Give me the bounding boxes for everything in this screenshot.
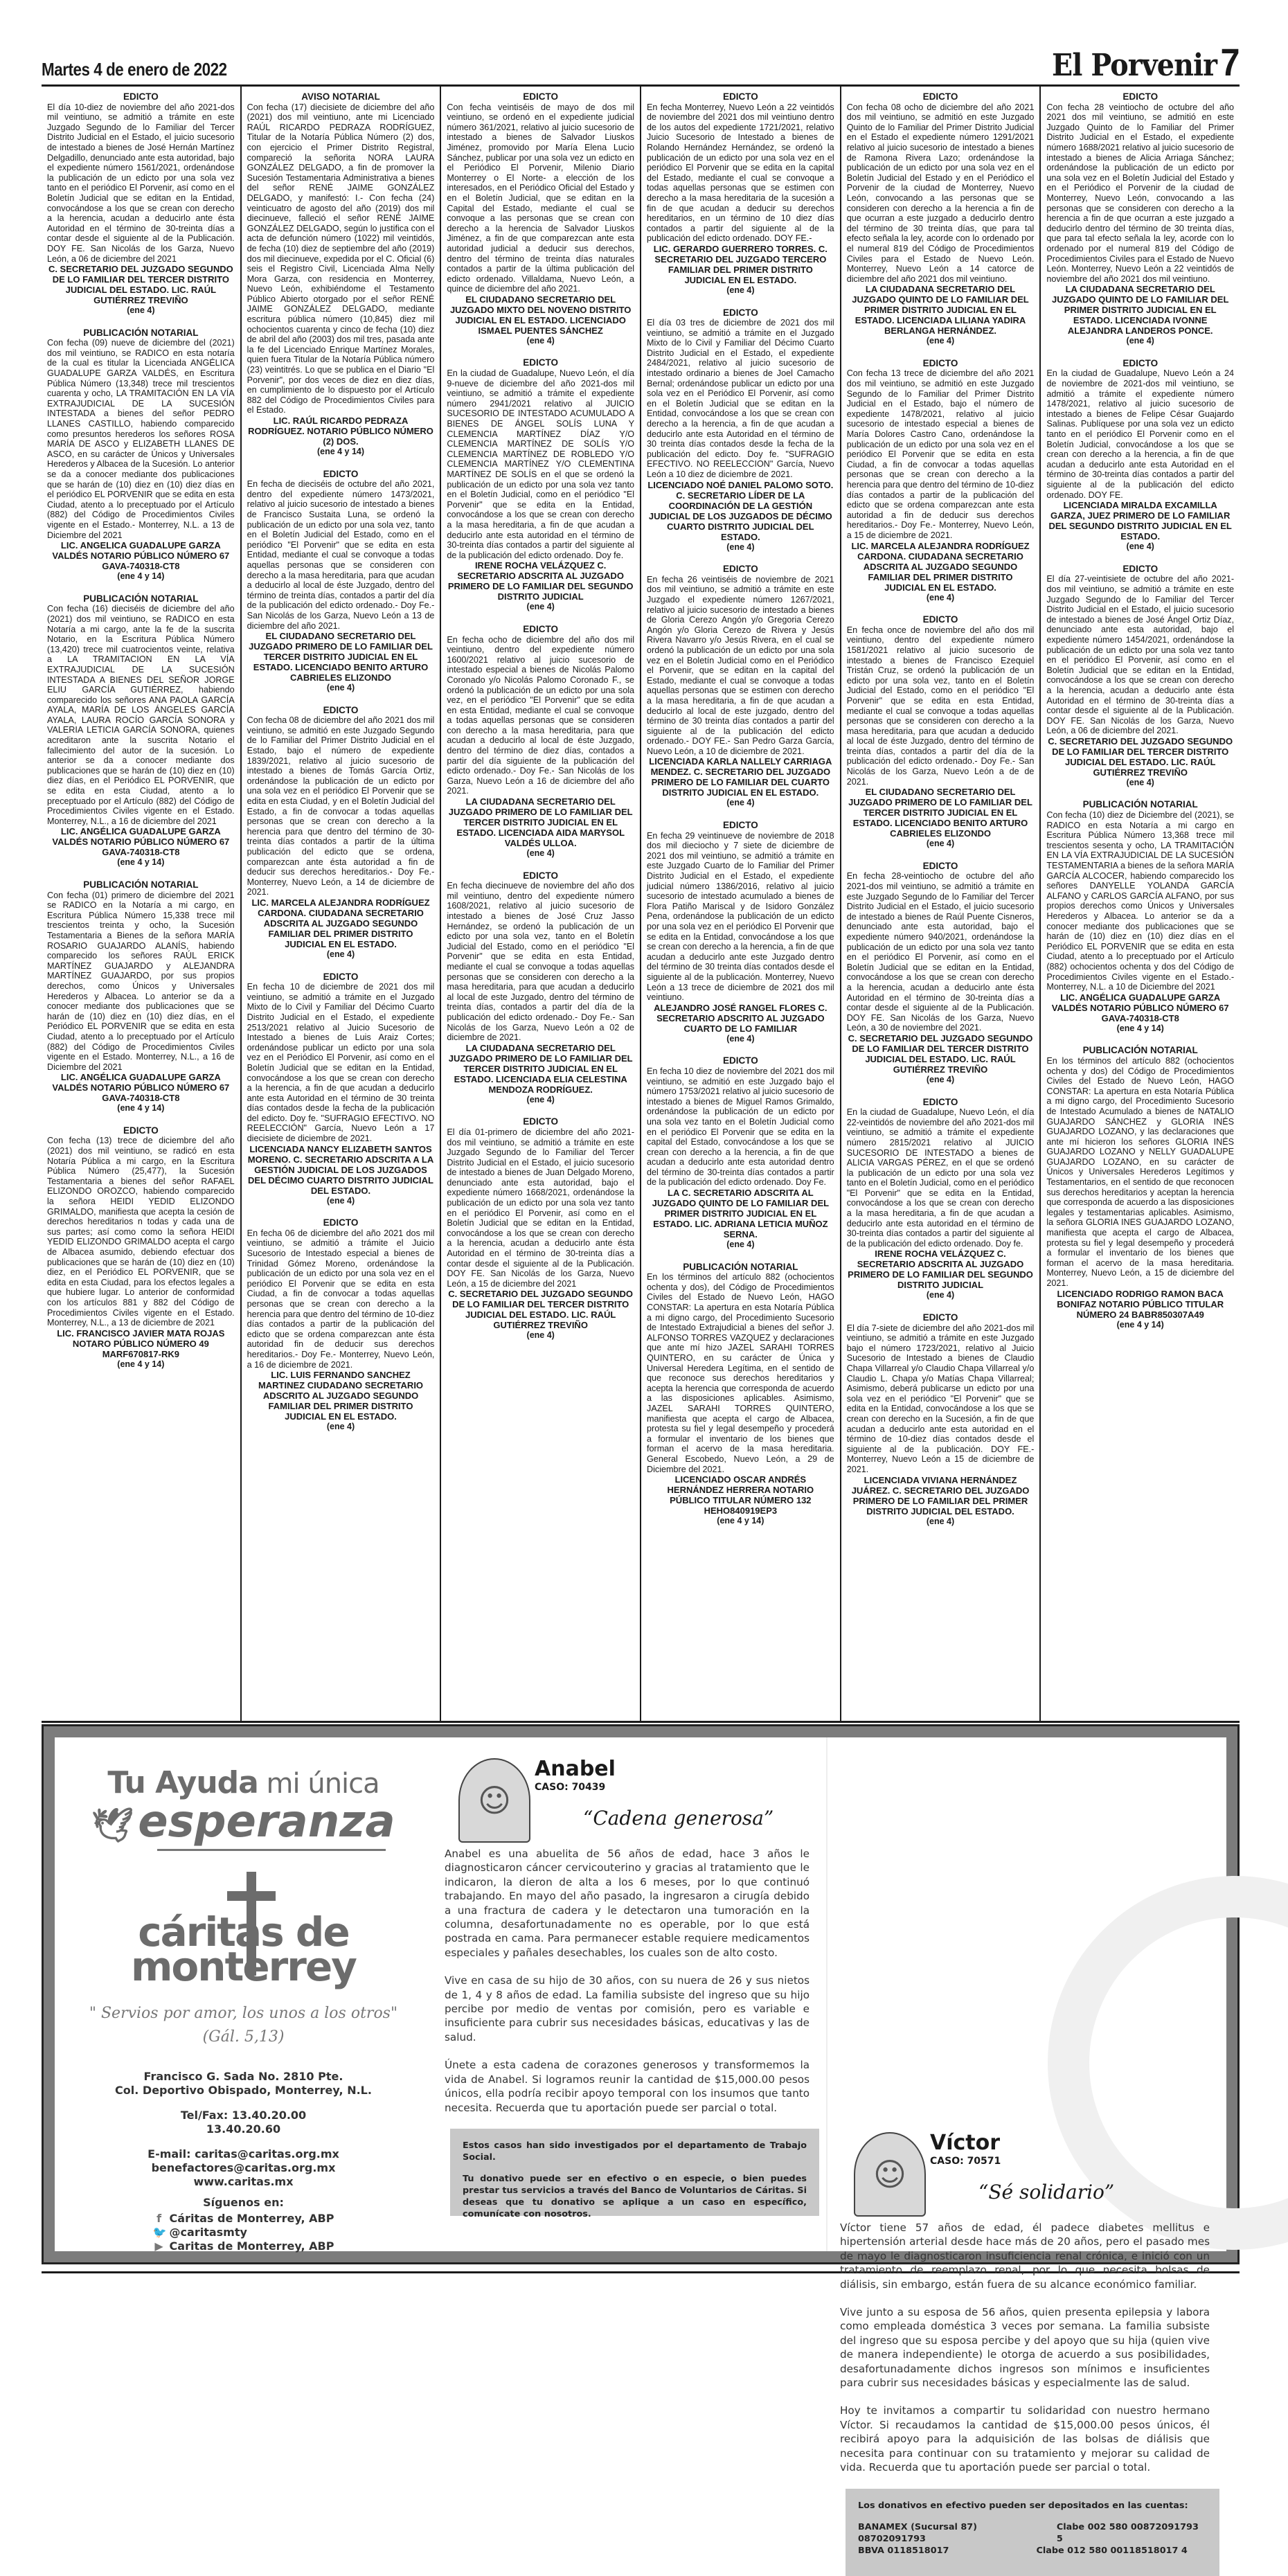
notice-body: En fecha 28-veintiocho de octubre del año 2021-dos mil veintiuno, se admitió a trámite en este Juzgado Segundo de lo Familiar del Tercer Distrito Judicial en el Estado, el juicio sucesorio de intestado a bienes de Raúl Puente Cisneros, denunciado ante esta autoridad, bajo el expediente número 940/2021, ordenándose la publicación de un edicto por una sola vez tanto en el periódico El Porvenir, así como en el Boletín Judicial que se editan en la Entidad, convocándose a los que se crean con derecho a la herencia, acudan a deducirlo ante ésta Autoridad en el término de 30-treinta días a contar desde el siguiente al de la Publicación. DOY FE. San Nicolás de los Garza, Nuevo León, a 30 de noviembre del 2021. bbox=[846, 871, 1035, 1033]
notice-signature: EL CIUDADANO SECRETARIO DEL JUZGADO PRIMERO DE LO FAMILIAR DEL TERCER DISTRITO JUDICIAL EN EL ESTADO. LICENCIADO BENITO ARTURO CABRIELES ELIZONDO bbox=[848, 787, 1032, 839]
website-link[interactable]: www.caritas.mx bbox=[193, 2175, 294, 2188]
address-line1: Francisco G. Sada No. 2810 Pte. bbox=[143, 2070, 343, 2083]
email-benefactors[interactable]: benefactores@caritas.org.mx bbox=[151, 2161, 336, 2174]
legal-notice bbox=[847, 861, 1035, 1085]
caritas-logo-line2: monterrey bbox=[131, 1943, 356, 1990]
notice-body: En la ciudad de Guadalupe, Nuevo León a 24 de noviembre de 2021-dos mil veintiuno, se admitió a trámite el expediente número 1478/2021, relativo al juicio sucesorio de intestado a bienes de Felipe César Guajardo Salinas. Publíquese por una sola vez un edicto tanto en el periódico El Porvenir como en el Boletín Judicial, convocándose a los que se crean con derecho a la herencia, a fin de que acudan a deducirlo ante esta Autoridad en el término de 30-treinta días contados a partir del siguiente al de la publicación del edicto ordenado. DOY FE. bbox=[1046, 368, 1235, 500]
publication-dates: (ene 4) bbox=[926, 592, 955, 602]
caritas-logo bbox=[55, 1872, 432, 1990]
notice-body: En fecha de dieciséis de octubre del año 2021, dentro del expediente número 1473/2021, relativo al juicio sucesorio de intestado a bienes de Francisco Sustaita Luna, se ordenó la publicación de un edicto por una sola vez, tanto en el Boletín Judicial del Estado, como en el periódico "El Porvenir" que se edita en esta Entidad, mediante el cual se convoque a todas aquellas personas que se consideren con derecho a la masa hereditaria, para que acudan a deducirlo al local de éste Juzgado, dentro del término de treinta días, contados a partir del día de la publicación del edicto ordenado.- Doy Fe.- San Nicolás de los Garza, Nuevo León a 13 de diciembre del año 2021. bbox=[247, 479, 435, 631]
bank-clabe: Clabe 012 580 00118518017 4 bbox=[1036, 2545, 1188, 2556]
publication-dates: (ene 4) bbox=[326, 949, 355, 959]
notice-body: El día 10-diez de noviembre del año 2021-dos mil veintiuno, se admitió a trámite en este Juzgado Segundo de lo Familiar del Tercer Distrito Judicial en el Estado, el juicio sucesorio de intestado a bienes de José Hernán Martínez Delgadillo, denunciado ante esta autoridad, bajo el expediente número 1561/2021, ordenándose la publicación de un edicto por una sola vez tanto en el periódico El Porvenir, así como en el Boletín Judicial que se editan en la Entidad, convocándose a los que se crean con derecho a la herencia, acudan a deducirlo ante ésta Autoridad en el término de 30-treinta días a contar desde el siguiente al de la Publicación. DOY FE. San Nicolás de los Garza, Nuevo León, a 06 de diciembre del 2021 bbox=[47, 102, 235, 264]
phone-line1: Tel/Fax: 13.40.20.00 bbox=[180, 2109, 307, 2122]
notice-signature: ALEJANDRO JOSÉ RANGEL FLORES C. SECRETARIO ADSCRITO AL JUZGADO CUARTO DE LO FAMILIAR bbox=[654, 1002, 828, 1034]
publication-dates: (ene 4 y 14) bbox=[316, 447, 365, 456]
publication-dates: (ene 4) bbox=[926, 1290, 955, 1300]
page-number: 7 bbox=[1220, 40, 1240, 84]
notice-signature: C. SECRETARIO DEL JUZGADO SEGUNDO DE LO FAMILIAR DEL TERCER DISTRITO JUDICIAL DEL ESTADO. LIC. RAÚL GUTIÉRREZ TREVIÑO bbox=[48, 264, 233, 306]
legal-notice bbox=[847, 1098, 1035, 1301]
notice-body: En fecha 10 diez de noviembre del 2021 dos mil veintiuno, se admitió en este Juzgado bajo el número 1753/2021 relativo al juicio sucesorio de intestado a bienes de Miguel Ramos Grimaldo, ordenándose la publicación de un edicto por una sola vez tanto en el Boletín Judicial como en el periódico El Porvenir que se edita en la capital del Estado, convocándose a los que se crean con derecho a la herencia, a fin de que acudan a deducirlo ante esta autoridad dentro del término de 30-treinta días contados a partir de la publicación del edicto ordenado. Doy Fe. bbox=[647, 1066, 834, 1188]
legal-notice bbox=[847, 359, 1035, 602]
notice-column-2 bbox=[242, 87, 442, 1721]
notice-heading: PUBLICACIÓN NOTARIAL bbox=[683, 1261, 798, 1272]
notice-heading: EDICTO bbox=[323, 1217, 359, 1228]
notice-body: Con fecha 08 de diciembre del año 2021 dos mil veintiuno, se admitió en este Juzgado Segundo de lo Familiar del Primer Distrito Judicial en el Estado, bajo el número de expediente 1839/2021, relativo al juicio sucesorio de intestado a bienes de Tomás García Ortiz, ordenándose la publicación de un edicto por una sola vez en el periódico El Porvenir que se edita en esta Ciudad, y en el Boletín Judicial del Estado, a fin de convocar a todas aquellas personas que se crean con derecho a la herencia para que dentro del término de 30-treinta días contados a partir de la última publicación del edicto que se ordena, comparezcan ante ésta autoridad a fin de deducir sus derechos hereditarios.- Doy Fe.- Monterrey, Nuevo León, a 14 de diciembre de 2021. bbox=[247, 715, 435, 897]
notice-heading: EDICTO bbox=[1122, 91, 1159, 102]
follow-label: Síguenos en: bbox=[203, 2196, 284, 2209]
youtube-label: Caritas de Monterrey, ABP bbox=[169, 2239, 334, 2253]
notice-body: En fecha 10 de diciembre de 2021 dos mil veintiuno, se admitió a trámite en el Juzgado Mixto de lo Civil y Familiar del Décimo Cuarto Distrito Judicial en el Estado, el expediente 2513/2021 relativo al Juicio Sucesorio de Intestado a bienes de Luis Araiz Cortes; ordenándose publicar un edicto por una sola vez en el Periódico El Porvenir, así como en el Boletín Judicial que se editan en la Entidad, convocándose a los que se crean con derecho a la herencia, a fin de que acudan a deducirlo ante esta Autoridad en el término de 30 treinta días contados desde la fecha de la publicación del edicto. Doy fe. "SUFRAGIO EFECTIVO. NO REELECCIÓN" García, Nuevo León a 17 diecisiete de diciembre de 2021. bbox=[247, 982, 435, 1144]
case-victor bbox=[828, 1737, 1226, 2556]
caritas-brand-panel bbox=[55, 1737, 432, 2251]
legal-notice bbox=[1046, 800, 1234, 1033]
legal-notice bbox=[847, 92, 1035, 346]
notice-signature: IRENE ROCHA VELÁZQUEZ C. SECRETARIO ADSCRITA AL JUZGADO PRIMERO DE LO FAMILIAR DEL SEGUNDO DISTRITO JUDICIAL bbox=[447, 560, 634, 602]
notice-column-3 bbox=[441, 87, 641, 1721]
notice-heading: AVISO NOTARIAL bbox=[301, 91, 380, 102]
motto-verse: (Gál. 5,13) bbox=[202, 2028, 285, 2046]
notice-signature: LICENCIADO NOÉ DANIEL PALOMO SOTO. C. SECRETARIO LÍDER DE LA COORDINACIÓN DE LA GESTIÓN JUDICIAL DE LOS JUZGADOS DE DÉCIMO CUARTO DISTRITO JUDICIAL DEL ESTADO. bbox=[647, 479, 834, 542]
notice-body: Con fecha (13) trece de diciembre del año (2021) dos mil veintiuno, se radicó en esta Notaría Pública a mi cargo, en la Escritura Pública Número (25,477), la Sucesión Testamentaria a bienes del señor RAFAEL ELIZONDO OROZCO, habiendo comparecido la señora HEIDI YEDID ELIZONDO GRIMALDO, manifiesta que acepta la cesión de derechos hereditarios n todas y cada una de sus partes; así como como la señora HEIDI YEDID ELIZONDO GRIMALDO acepta el cargo de Albacea asumido, debiendo efectuar dos publicaciones que se harán de (10) diez en (10) diez, en el Periódico EL PORVENIR, que se edita en esta Ciudad, para los efectos legales a que hubiere lugar. Lo anterior de conformidad con los artículos 881 y 882 del Código de Procedimientos Civiles vigente en el Estado. Monterrey, N.L., a 13 de diciembre de 2021 bbox=[47, 1136, 235, 1328]
cross-icon-bar bbox=[227, 1891, 276, 1901]
notice-signature: IRENE ROCHA VELÁZQUEZ C. SECRETARIO ADSCRITA AL JUZGADO PRIMERO DE LO FAMILIAR DEL SEGUNDO DISTRITO JUDICIAL bbox=[848, 1249, 1033, 1291]
facebook-label: Cáritas de Monterrey, ABP bbox=[169, 2212, 334, 2225]
avatar-consultation-icon: ☺ bbox=[854, 2132, 926, 2217]
notice-body: En fecha ocho de diciembre del año dos mil veintiuno, dentro del expediente número 1600/2021 relativo al juicio sucesorio de intestado especial a bienes de Nicolás Palomo Coronado y/o Nicolás Palomo Coronado F., se ordenó la publicación de un edicto por una sola vez, en el periódico "El Porvenir" que se edita en esta Entidad, mediante el cual se convoque a todas aquellas personas que se consideren con derecho a la masa hereditaria, para que acudan a deducirlo al local de éste Juzgado, dentro del término de diez días, contados a partir del día siguiente de la publicación del edicto ordenado.- Doy Fe.- San Nicolás de los Garza, Nuevo León a 16 de diciembre del año 2021. bbox=[447, 634, 635, 796]
notice-signature: LICENCIADA NANCY ELIZABETH SANTOS MORENO. C. SECRETARIO ADSCRITA A LA GESTIÓN JUDICIAL DE LOS JUZGADOS DEL DÉCIMO CUARTO DISTRITO JUDICIAL DEL ESTADO. bbox=[247, 1143, 434, 1196]
notice-heading: EDICTO bbox=[323, 468, 359, 479]
notice-heading: PUBLICACIÓN NOTARIAL bbox=[1082, 1045, 1198, 1056]
notice-signature: LIC. ANGÉLICA GUADALUPE GARZA VALDÉS NOTARIO PÚBLICO NÚMERO 67 GAVA-740318-CT8 bbox=[52, 1072, 230, 1104]
info-donation-types: Tu donativo puede ser en efectivo o en especie, o bien puedes prestar tus servicios a través del Banco de Voluntarios de Cáritas. Si deseas que tu donativo se aplique a un caso en específico, comunícate con nosotros. bbox=[463, 2173, 807, 2219]
notice-signature: LIC. MARCELA ALEJANDRA RODRÍGUEZ CARDONA. CIUDADANA SECRETARIO ADSCRITA AL JUZGADO SEGUNDO FAMILIAR DEL PRIMER DISTRITO JUDICIAL EN EL ESTADO. bbox=[851, 540, 1030, 593]
notice-signature: LIC. ANGÉLICA GUADALUPE GARZA VALDÉS NOTARIO PÚBLICO NÚMERO 67 GAVA-740318-CT8 bbox=[1051, 992, 1229, 1023]
case-quote: “Cadena generosa” bbox=[583, 1807, 774, 1830]
publication-dates: (ene 4) bbox=[526, 335, 555, 346]
legal-notice bbox=[1046, 564, 1234, 788]
legal-notice bbox=[647, 1262, 834, 1526]
twitter-label: @caritasmty bbox=[169, 2226, 247, 2239]
publication-dates: (ene 4) bbox=[526, 1094, 555, 1104]
legal-notice bbox=[47, 594, 235, 868]
legal-notice bbox=[847, 1313, 1035, 1526]
twitter-icon: 🐦 bbox=[152, 2226, 167, 2239]
donation-info-box bbox=[450, 2129, 819, 2219]
notice-body: En fecha 29 veintinueve de noviembre de 2018 dos mil dieciocho y 7 siete de diciembre de 2021 dos mil veintiuno, se admitió a trámite en este Juzgado Cuarto de lo Familiar del Primer Distrito Judicial en el Estado, el expediente judicial número 1386/2016, relativo al juicio sucesorio de intestado acumulado a bienes de Flora Patiño Mariscal y de Isidoro González Pena, ordenándose la publicación de un edicto por una sola vez en el periódico El Porvenir que se edita en la Entidad, convocándose a los que se crean con derecho a la herencia, a fin de que acudan a deducirlo ante este Juzgado dentro del término de 30 treinta días contados desde el siguiente al de la publicación. Monterrey, Nuevo León a 13 trece de diciembre de 2021 dos mil veintiuno. bbox=[647, 830, 834, 1003]
publication-dates: (ene 4) bbox=[726, 285, 755, 295]
newspaper-logo bbox=[1052, 39, 1240, 84]
notice-heading: EDICTO bbox=[722, 307, 758, 318]
case-number: CASO: 70439 bbox=[535, 1782, 606, 1793]
notice-heading: EDICTO bbox=[922, 1312, 958, 1323]
legal-notice bbox=[447, 871, 634, 1105]
notice-heading: EDICTO bbox=[323, 971, 359, 982]
bank-accounts-title: Los donativos en efectivo pueden ser depositados en las cuentas: bbox=[858, 2500, 1188, 2511]
notice-heading: EDICTO bbox=[922, 860, 958, 871]
notice-body: Con fecha (17) diecisiete de diciembre del año (2021) dos mil veintiuno, ante mi Licenciado RAÚL RICARDO PEDRAZA RODRÍGUEZ, Titular de la Notaría Pública Número (2) dos, con ejercicio el Primer Distrito Registral, compareció la señorita NORA LAURA GONZÁLEZ DELGADO, a fin de promover la Sucesión Testamentaria Administrativa a bienes del señor RENÉ JAIME GONZÁLEZ DELGADO, y manifestó: I.- Con fecha (24) veinticuatro de agosto del año (2019) dos mil diecinueve, falleció el señor RENÉ JAIME GONZÁLEZ DELGADO, según lo justifica con el acta de defunción número (1022) mil veintidós, de fecha (10) diez de septiembre del año (2019) dos mil diecinueve, expedida por el C. Oficial (6) seis el Registro Civil, Licenciada Alma Nelly Mora Garza, con residencia en Monterrey, Nuevo León, exhibiéndome el Testamento Público Abierto otorgado por el señor RENÉ JAIME GONZÁLEZ DELGADO, mediante escritura pública número (10,845) diez mil ochocientos cuarenta y cinco de fecha (10) diez de abril del año (2003) dos mil tres, pasada ante la fe del Licenciado Enrique Martínez Morales, quien fuera Titular de la Notaría Pública número (23) veintitrés. Lo que se publica en el Diario "El Porvenir", por dos veces de diez en diez días, en cumplimiento de lo dispuesto por el Artículo 882 del Código de Procedimientos Civiles para el Estado. bbox=[247, 102, 435, 415]
notice-heading: EDICTO bbox=[722, 1055, 758, 1066]
legal-notice bbox=[247, 706, 435, 960]
tagline-esperanza bbox=[55, 1796, 432, 1848]
tagline-underline bbox=[157, 1849, 386, 1851]
dove-icon: 🕊 bbox=[91, 1806, 134, 1845]
notice-signature: LICENCIADA KARLA NALLELY CARRIAGA MENDEZ. C. SECRETARIO DEL JUZGADO PRIMERO DE LO FAMILIAR DEL CUARTO DISTRITO JUDICIAL EN EL ESTADO. bbox=[649, 756, 832, 798]
notice-body: En los términos del artículo 882 (ochocientos ochenta y dos) del Código de Procedimientos Civiles del Estado de Nuevo León, HAGO CONSTAR: La apertura en esta Notaría Pública a mi digno cargo, del Procedimiento Sucesorio de Intestado Acumulado a bienes de NATALIO GUAJARDO SÁNCHEZ y GLORIA INÉS GUAJARDO LOZANO, y las declaraciones que ante mí hicieron los señores GLORIA INÉS GUAJARDO LOZANO y NELLY GUADALUPE GUAJARDO LOZANO, en su carácter de Únicos y Universales Herederos Legítimos y Testamentarios, en el sentido de que reconocen sus derechos hereditarios y aceptan la herencia que corresponda de acuerdo a las disposiciones legales y testamentarias aplicables. Asimismo, la señora GLORIA INES GUAJARDO LOZANO, manifiesta que acepta el cargo de Albacea, protesta su fiel y legal desempeño y procederá a formular el inventario de los bienes que forman el acervo de la masa hereditaria. Monterrey, Nuevo León, a 15 de diciembre del 2021. bbox=[1046, 1055, 1235, 1288]
legal-notices-columns bbox=[42, 87, 1240, 1723]
legal-notice bbox=[647, 308, 834, 553]
notice-heading: PUBLICACIÓN NOTARIAL bbox=[83, 593, 199, 604]
publication-dates: (ene 4) bbox=[526, 1330, 555, 1341]
case-paragraph: Vive en casa de su hijo de 30 años, con su nuera de 26 y sus nietos de 1, 4 y 8 años de edad. La familia subsiste del ingreso que su hijo percibe por medio de ventas por comisión, pero es variable e insuficiente para cubrir sus necesidades básicas, educativas y las de salud. bbox=[445, 1974, 810, 2043]
legal-notice bbox=[447, 92, 634, 346]
publication-dates: (ene 4) bbox=[926, 336, 955, 346]
bank-row-banamex bbox=[858, 2521, 1207, 2545]
address-line2: Col. Deportivo Obispado, Monterrey, N.L. bbox=[115, 2084, 372, 2097]
notice-body: En fecha Monterrey, Nuevo León a 22 veintidós de noviembre del 2021 dos mil veintiuno dentro de los autos del expediente 1721/2021, relativo Juicio Sucesorio de Intestado a bienes de Rolando Hernández Hernández, se ordenó la publicación de un edicto por una sola vez en el periódico El Porvenir que se edita en la capital del Estado, mediante el cual se convoque a todas aquellas personas que se estimen con derecho a la masa hereditaria de la sucesión a fin de que acudan a deducir su derechos hereditarios, en un término de 10 diez días contados a partir del siguiente al de la publicación del edicto ordenado. DOY FE.- bbox=[647, 102, 834, 244]
notice-heading: EDICTO bbox=[922, 357, 958, 368]
notice-heading: EDICTO bbox=[123, 91, 159, 102]
notice-body: Con fecha (09) nueve de diciembre del (2021) dos mil veintiuno, se RADICO en esta notaría de la cual es titular la Licenciada ANGÉLICA GUADALUPE GARZA VALDÉS, en Escritura Pública Número (13,348) trece mil trescientos cuarenta y ocho, LA TRAMITACIÓN EN LA VÍA EXTRAJUDICIAL DE LA SUCESIÓN INTESTADA a bienes del señor PEDRO LLANES CASTILLO, habiendo comparecido como presuntos herederos los señores ROSA MARÍA DE ASCO y ELIZABETH LLANES DE ASCO, en su carácter de Únicos y Universales Herederos y Albacea de la Sucesión. Lo anterior se da a conocer mediante dos publicaciones que se harán de (10) diez en (10) diez días en el periódico EL PORVENIR que se edita en esta Ciudad, atento a lo preceptuado por el Artículo (882) del Código de Procedimientos Civiles vigente en el Estado.- Monterrey, N.L. a 13 de Diciembre del 2021 bbox=[47, 338, 235, 540]
publication-dates: (ene 4) bbox=[926, 839, 955, 849]
legal-notice bbox=[647, 1056, 834, 1249]
notice-signature: LA C. SECRETARIO ADSCRITA AL JUZGADO QUINTO DE LO FAMILIAR DEL PRIMER DISTRITO JUDICIAL EN EL ESTADO. LIC. ADRIANA LETICIA MUÑOZ SERNA. bbox=[652, 1188, 830, 1240]
notice-heading: EDICTO bbox=[1122, 357, 1159, 368]
bank-account: BANAMEX (Sucursal 87) 08702091793 bbox=[858, 2521, 978, 2544]
legal-notice bbox=[247, 1218, 435, 1432]
tagline-part3: esperanza bbox=[138, 1796, 395, 1848]
youtube-icon: ▶ bbox=[154, 2239, 163, 2253]
notice-body: El día 7-siete de diciembre del año 2021-dos mil veintiuno, se admitió a trámite en este Juzgado bajo el número 1723/2021, relativo al Juicio Sucesorio de Intestado a bienes de Claudio Chapa Villarreal y/o Claudio Chapa Villarreal y/o Claudio L. Chapa y/o Matías Chapa Villarreal; Asimismo, deberá publicarse un edicto por una sola vez en el periódico "El Porvenir" que se edita en la Entidad, convocándose a los que se crean con derecho en la Sucesión, a fin de que acudan a deducirlo ante esta autoridad en el término de 10-diez días contados desde el siguiente al de la publicación. DOY FE.- Monterrey, Nuevo León a 15 de diciembre de 2021. bbox=[846, 1323, 1035, 1474]
bank-account: BBVA 0118518017 bbox=[858, 2545, 949, 2556]
notice-signature: LA CIUDADANA SECRETARIO DEL JUZGADO QUINTO DE LO FAMILIAR DEL PRIMER DISTRITO JUDICIAL EN EL ESTADO. LICENCIADA LILIANA YADIRA BERLANGA HERNÁNDEZ. bbox=[852, 284, 1029, 337]
notice-body: En los términos del artículo 882 (ochocientos ochenta y dos), del Código de Procedimientos Civiles del Estado de Nuevo León, HAGO CONSTAR: La apertura en esta Notaría Pública a mi digno cargo, del Procedimiento Sucesorio de Intestado Extrajudicial a bienes del señor J. ALFONSO TORRES VAZQUEZ y declaraciones que ante mí hizo JAZEL SARAHI TORRES QUINTERO, en su carácter de Única y Universal Heredera Legítima, en el sentido de que reconoce sus derechos hereditarios y acepta la herencia que corresponda de acuerdo a las disposiciones aplicables. Asimismo, JAZEL SARAHI TORRES QUINTERO, manifiesta que acepta el cargo de Albacea, protesta su fiel y legal desempeño y procederá a formular el inventario de los bienes que forman el acervo de la masa hereditaria. General Escobedo, Nuevo León, a 29 de Diciembre del 2021. bbox=[647, 1272, 834, 1474]
notice-heading: EDICTO bbox=[922, 614, 958, 625]
issue-date: Martes 4 de enero de 2022 bbox=[42, 59, 227, 80]
notice-heading: EDICTO bbox=[1122, 563, 1159, 574]
legal-notice bbox=[447, 625, 634, 859]
publication-dates: (ene 4) bbox=[926, 1074, 955, 1084]
notice-heading: EDICTO bbox=[523, 1116, 559, 1127]
notice-body: Con fecha 08 ocho de diciembre del año 2021 dos mil veintiuno, se admitió en este Juzgado Quinto de lo Familiar del Primer Distrito Judicial en el Estado el expediente número 1291/2021 relativo al juicio sucesorio de intestado a bienes de Ramona Rivera Lazo; ordenándose la publicación de un edicto por una sola vez en el Boletín Judicial del Estado y en el Periódico el Porvenir de la ciudad de Monterrey, Nuevo León, convocando a las personas que se consideren con derecho a la herencia a fin de que ocurran a este juzgado a deducirlo dentro del término de 30 treinta días, que para tal efecto señala la ley, acorde con lo ordenado por el numeral 819 del Código de Procedimientos Civiles para el Estado de Nuevo León. Monterrey, Nuevo León a 14 catorce de diciembre del año 2021 dos mil veintiuno. bbox=[846, 102, 1035, 284]
notice-heading: EDICTO bbox=[722, 820, 758, 831]
publication-dates: (ene 4 y 14) bbox=[117, 857, 165, 868]
bank-clabe: Clabe 002 580 00872091793 5 bbox=[1056, 2521, 1199, 2544]
publication-dates: (ene 4) bbox=[326, 1422, 355, 1432]
publication-dates: (ene 4) bbox=[1126, 336, 1154, 346]
notice-body: Con fecha (10) diez de Diciembre del (2021), se RADICO en esta Notaría a mi cargo en Escritura Pública Número 13,368 trece mil trescientos sesenta y ocho, LA TRAMITACIÓN EN LA VÍA EXTRAJUDICIAL DE LA SUCESIÓN TESTAMENTARIA a bienes de la señora MARÍA GARCÍA ALCOCER, habiendo comparecido los señores DANYELLE YOLANDA GARCÍA ALFANO y CARLOS GARCÍA ALFANO, por sus propios derechos como Únicos y Universales Herederos y Albacea. Lo anterior se da a conocer mediante dos publicaciones que se harán de (10) diez en (10) diez días en el Periódico EL PORVENIR que se edita en esta Ciudad, atento a lo preceptuado por el Artículo (882) ochocientos ochenta y dos del Código de Procedimientos Civiles vigente en el Estado.- Monterrey, N.L. a 10 de Diciembre del 2021 bbox=[1046, 810, 1235, 992]
social-links bbox=[153, 2212, 334, 2253]
notice-signature: LIC. RAÚL RICARDO PEDRAZA RODRÍGUEZ. NOTARIO PÚBLICO NÚMERO (2) DOS. bbox=[248, 415, 433, 447]
notice-signature: LA CIUDADANA SECRETARIO DEL JUZGADO PRIMERO DE LO FAMILIAR DEL TERCER DISTRITO JUDICIAL EN EL ESTADO. LICENCIADA AIDA MARYSOL VALDÉS ULLOA. bbox=[448, 796, 633, 849]
publication-dates: (ene 4) bbox=[326, 683, 355, 693]
newspaper-name: El Porvenir bbox=[1052, 48, 1217, 83]
notice-body: En fecha 06 de diciembre del año 2021 dos mil veintiuno, se admitió a trámite el Juicio Sucesorio de Intestado especial a bienes de Trinidad Gómez Moreno, ordenándose la publicación de un edicto por una sola vez en el periódico El Porvenir que se edita en esta Ciudad, a fin de convocar a todas aquellas personas que se crean con derecho a la herencia para que dentro del término de 10-diez días contados a partir de la publicación del edicto que se ordena comparezcan ante ésta autoridad fin de deducir sus derechos hereditarios.- Doy Fe.- Monterrey, Nuevo León, a 16 de diciembre de 2021. bbox=[247, 1228, 435, 1370]
notice-heading: EDICTO bbox=[523, 357, 559, 368]
publication-dates: (ene 4) bbox=[726, 798, 755, 808]
case-paragraph: Hoy te invitamos a compartir tu solidaridad con nuestro hermano Víctor. Si recaudamos la cantidad de $15,000.00 pesos únicos, él recibirá apoyo para la adquisición de las bolsas de diálisis que necesita para continuar con su tratamiento y mejorar su calidad de vida. Recuerda que tu aportación puede ser parcial o total. bbox=[840, 2404, 1210, 2474]
case-story bbox=[445, 1847, 814, 2115]
info-investigated: Estos casos han sido investigados por el departamento de Trabajo Social. bbox=[463, 2140, 807, 2163]
caritas-logo-line1: cáritas de bbox=[138, 1908, 349, 1956]
notice-heading: EDICTO bbox=[722, 91, 758, 102]
masthead bbox=[42, 40, 1240, 84]
notice-signature: LA CIUDADANA SECRETARIO DEL JUZGADO PRIMERO DE LO FAMILIAR DEL TERCER DISTRITO JUDICIAL EN EL ESTADO. LICENCIADA ELIA CELESTINA MENDOZA RODRÍGUEZ. bbox=[448, 1042, 633, 1095]
caritas-ad bbox=[42, 1724, 1240, 2556]
legal-notice bbox=[47, 92, 235, 316]
motto-text: " Servios por amor, los unos a los otros" bbox=[89, 2005, 398, 2022]
bank-accounts-box bbox=[846, 2489, 1219, 2576]
case-header bbox=[840, 2111, 1214, 2215]
notice-body: El día 03 tres de diciembre de 2021 dos mil veintiuno, se admitió a trámite en el Juzgado Mixto de lo Civil y Familiar del Décimo Cuarto Distrito Judicial en el Estado, el expediente 2484/2021, relativo al juicio sucesorio de intestado ordinario a bienes de Joel Camacho Bernal; ordenándose publicar un edicto por una sola vez en el Periódico El Porvenir, así como en el Boletín Judicial que se editan en la Entidad, convocándose a los que se crean con derecho a la herencia, a fin de que acudan a deducirlo ante esta Autoridad en el término de 30 treinta días contados desde la fecha de la publicación del edicto. Doy fe. "SUFRAGIO EFECTIVO. NO REELECCION" García, Nuevo León a 10 diez de diciembre de 2021. bbox=[647, 318, 834, 479]
notice-body: Con fecha (01) primero de diciembre del 2021 se RADICO en la Notaría a mi cargo, en Escritura Pública Número 15,338 trece mil trescientos treinta y ocho, la Sucesión Testamentaria a Bienes de la señora MARÍA ROSARIO GUAJARDO ALANÍS, habiendo comparecido los señores RAÚL ERICK MARTÍNEZ GUAJARDO y ALEJANDRA MARTÍNEZ GUAJARDO, por sus propios derechos, como Únicos y Universales Herederos y Albacea. Lo anterior se da a conocer mediante dos publicaciones que se harán de (10) diez en (10) diez días, en el Periódico EL PORVENIR que se edita en esta Ciudad, atento a lo preceptuado por el Artículo (882) del Código de Procedimientos Civiles vigente en el Estado. Monterrey, N.L., a 16 de Diciembre del 2021 bbox=[47, 890, 235, 1072]
social-facebook[interactable] bbox=[153, 2212, 334, 2226]
notice-signature: LA CIUDADANA SECRETARIO DEL JUZGADO QUINTO DE LO FAMILIAR DEL PRIMER DISTRITO JUDICIAL EN EL ESTADO. LICENCIADA IVONNE ALEJANDRA LANDEROS PONCE. bbox=[1051, 284, 1229, 337]
publication-dates: (ene 4) bbox=[1126, 542, 1154, 552]
publication-dates: (ene 4) bbox=[726, 1033, 755, 1044]
legal-notice bbox=[647, 564, 834, 808]
notice-body: Con fecha 28 veintiocho de octubre del año 2021 dos mil veintiuno, se admitió en este Juzgado Quinto de lo Familiar del Primer Distrito Judicial en el Estado, el expediente número 1688/2021 relativo al juicio sucesorio de intestado a bienes de Alicia Arriaga Sánchez; ordenándose la publicación de un edicto por una sola vez en el Boletín Judicial del Estado y en el Periódico el Porvenir de la ciudad de Monterrey, Nuevo León, convocando a las personas que se consideren con derecho a la herencia a fin de que ocurran a este juzgado a deducirlo dentro del término de 30 treinta días, que para tal efecto señala la ley, acorde con lo ordenado por el numeral 819 del Código de Procedimientos Civiles para el Estado de Nuevo León. Monterrey, Nuevo León a 22 veintidós de noviembre del año 2021 dos mil veintiuno. bbox=[1046, 102, 1235, 284]
legal-notice bbox=[647, 92, 834, 296]
publication-dates: (ene 4) bbox=[726, 542, 755, 552]
notice-signature: LICENCIADO OSCAR ANDRÉS HERNÁNDEZ HERRERA NOTARIO PÚBLICO TITULAR NÚMERO 132 HEHO840919EP3 bbox=[667, 1474, 814, 1517]
notice-body: En fecha once de noviembre del año dos mil veintiuno, dentro del expediente número 1581/2021 relativo al juicio sucesorio de intestado a bienes de Francisco Ezequiel Tristán Cruz, se ordenó la publicación de un edicto por una sola vez, tanto en el Boletín Judicial del Estado, como en el periódico "El Porvenir" que se edita en esta Entidad, mediante el cual se convoque a todas aquellas personas que se consideren con derecho a la masa hereditaria, para que acudan a deducido al local de éste Juzgado, dentro del término de treinta días, contados a partir del día de la publicación del edicto ordenado.- Doy Fe.- San Nicolás de los Garza, Nuevo León a de de 2021. bbox=[846, 625, 1035, 787]
case-paragraph: Vive junto a su esposa de 56 años, quien presenta epilepsia y labora como empleada doméstica 3 veces por semana. La familia subsiste del ingreso que su esposa percibe y del apoyo que su hija (quien vive de manera independiente) le otorga de acuerdo a sus posibilidades, desafortunadamente dichos ingresos son mínimos e insuficientes para cubrir sus necesidades básicas y especialmente las de salud. bbox=[840, 2306, 1210, 2390]
notice-signature: C. SECRETARIO DEL JUZGADO SEGUNDO DE LO FAMILIAR DEL TERCER DISTRITO JUDICIAL DEL ESTADO. LIC. RAÚL GUTIÉRREZ TREVIÑO bbox=[848, 1032, 1033, 1075]
case-paragraph: Víctor tiene 57 años de edad, él padece diabetes mellitus e hipertensión arterial desde hace más de 20 años, pero el pasado mes de mayo le diagnosticaron insuficiencia renal crónica, e inició con un tratamiento de reemplazo renal, por lo que necesita bolsas de diálisis, sin embargo, están fuera de su alcance económico familiar. bbox=[840, 2221, 1210, 2291]
tagline-part1: Tu Ayuda bbox=[107, 1765, 258, 1800]
publication-dates: (ene 4 y 14) bbox=[117, 1103, 165, 1113]
legal-notice bbox=[47, 328, 235, 582]
legal-notice bbox=[847, 615, 1035, 849]
notice-body: En la ciudad de Guadalupe, Nuevo León, el día 22-veintidós de noviembre del año 2021-dos mil veintiuno, se admitió a trámite el expediente número 2815/2021 relativo al JUICIO SUCESORIO DE INTESTADO a bienes de ALICIA VARGAS PÉREZ, en el que se ordenó la publicación de un edicto por una sola vez tanto en el Boletín Judicial, como en el periódico "El Porvenir" que se edita en la Entidad, convocándose a los que se crean con derecho a la masa hereditaria, a fin de que acudan a deducirlo ante esta autoridad en el término de 30-treinta días contados a partir del siguiente al de la publicación del edicto ordenado. Doy fe. bbox=[846, 1107, 1035, 1249]
notice-column-5 bbox=[841, 87, 1041, 1721]
notice-column-4 bbox=[641, 87, 841, 1721]
motto bbox=[55, 2002, 432, 2049]
case-anabel bbox=[432, 1737, 826, 2251]
tagline-top bbox=[55, 1765, 432, 1800]
notice-body: Con fecha (16) dieciséis de diciembre del año (2021) dos mil veintiuno, se RADICO en esta Notaría a mi cargo, ante la fe de la suscrita Notario, en la Escritura Pública Número (13,420) trece mil cuatrocientos veinte, relativa a LA TRAMITACION EN LA VÍA EXTRAJUDICIAL DE LA SUCESIÓN INTESTADA A BIENES DEL SEÑOR JORGE ELIU GARCÍA GUTIÉRREZ, habiendo comparecido los señores ANA PAOLA GARCÍA AYALA, MARÍA DE LOS ÁNGELES GARCÍA AYALA, LAURA ROCÍO GARCÍA SONORA y VALERIA LETICIA GARCÍA SONORA, quienes acreditaron ante la suscrita Notario el fallecimiento del autor de la sucesión. Lo anterior se da a conocer mediante dos publicaciones que se harán de (10) diez en (10) diez días, en el Periódico EL PORVENIR, que se edita en esta Ciudad, atento a lo preceptuado por el Artículo (882) del Código de Procedimientos Civiles vigente en el Estado. Monterrey, N.L., a 16 de diciembre del 2021 bbox=[47, 604, 235, 826]
notice-signature: EL CIUDADANO SECRETARIO DEL JUZGADO PRIMERO DE LO FAMILIAR DEL TERCER DISTRITO JUDICIAL EN EL ESTADO. LICENCIADO BENITO ARTURO CABRIELES ELIZONDO bbox=[249, 631, 433, 683]
case-quote: “Sé solidario” bbox=[978, 2181, 1115, 2203]
case-paragraph: Anabel es una abuelita de 56 años de edad, hace 3 años le diagnosticaron cáncer cervicouterino y gracias al tratamiento que le indicaron, la dieron de alta a los 6 meses, por lo que continuó trabajando. En mayo del año pasado, la ingresaron a cirugía debido a una fractura de cadera y le detectaron una tumoración en la columna, desafortunadamente no es operable, por lo que está postrada en cama. Para permanecer estable requiere medicamentos especiales y pañales desechables, los cuales son de alto costo. bbox=[445, 1848, 810, 1959]
notice-heading: EDICTO bbox=[123, 1125, 159, 1136]
notice-signature: LIC. GERARDO GUERRERO TORRES. C. SECRETARIO DEL JUZGADO TERCERO FAMILIAR DEL PRIMER DISTRITO JUDICIAL EN EL ESTADO. bbox=[653, 243, 828, 285]
legal-notice bbox=[1046, 359, 1234, 552]
notice-body: En fecha diecinueve de noviembre del año dos mil veintiuno, dentro del expediente número 1608/2021, relativo al juicio sucesorio de intestado a bienes de José Cruz Jasso Hernández, se ordenó la publicación de un edicto por una sola vez, tanto en el Boletín Judicial del Estado, como en el periódico "El Porvenir" que se edita en esta Entidad, mediante el cual se convoque a todas aquellas personas que se consideren con derecho a la masa hereditaria, para que acudan a deducirlo al local de este Juzgado, dentro del término de treinta días, contados a partir del día de la publicación del edicto ordenado.- Doy Fe.- San Nicolás de los Garza, Nuevo León a 02 de diciembre de 2021. bbox=[447, 881, 635, 1043]
publication-dates: (ene 4) bbox=[526, 848, 555, 859]
notice-signature: EL CIUDADANO SECRETARIO DEL JUZGADO MIXTO DEL NOVENO DISTRITO JUDICIAL EN EL ESTADO. LICENCIADO ISMAEL PUENTES SÁNCHEZ bbox=[449, 294, 632, 336]
notice-heading: EDICTO bbox=[323, 704, 359, 715]
notice-body: Con fecha veintiséis de mayo de dos mil veintiuno, se ordenó en el expediente judicial número 361/2021, relativo al juicio sucesorio de intestado a bienes de Salvador Liuskos Jiménez, promovido por María Elena Lucio Sánchez, publicar por una sola vez un edicto en el Periódico El Porvenir, Milenio Diario Monterrey o El Norte- a elección de los interesados, en el Periódico Oficial del Estado y en el Boletín Judicial, que se editan en la Capital del Estado, mediante el cual se convoque a las personas que se crean con derecho a la herencia de Salvador Liuskos Jiménez, a fin de que comparezcan ante esta autoridad judicial a deducir sus derechos, dentro del término de treinta días naturales contados a partir de la última publicación del edicto ordenado. Villaldama, Nuevo León, a quince de diciembre del año 2021. bbox=[447, 102, 635, 294]
notice-heading: PUBLICACIÓN NOTARIAL bbox=[1082, 799, 1198, 810]
case-number: CASO: 70571 bbox=[930, 2156, 1001, 2167]
social-youtube[interactable] bbox=[153, 2239, 334, 2253]
legal-notice bbox=[247, 469, 435, 693]
case-header bbox=[445, 1737, 814, 1841]
publication-dates: (ene 4) bbox=[726, 1240, 755, 1250]
notice-heading: EDICTO bbox=[722, 564, 758, 575]
legal-notice bbox=[647, 821, 834, 1044]
legal-notice bbox=[447, 358, 634, 611]
legal-notice bbox=[447, 1117, 634, 1341]
legal-notice bbox=[1046, 92, 1234, 346]
notice-signature: LICENCIADA VIVIANA HERNÁNDEZ JUÁREZ. C. SECRETARIO DEL JUZGADO PRIMERO DE LO FAMILIAR DEL PRIMER DISTRITO JUDICIAL DEL ESTADO. bbox=[851, 1474, 1030, 1517]
notice-signature: LIC. FRANCISCO JAVIER MATA ROJAS NOTARO PÚBLICO NÚMERO 49 MARF670817-RK9 bbox=[57, 1327, 225, 1359]
case-name: Víctor bbox=[930, 2131, 1001, 2155]
notice-column-1 bbox=[42, 87, 242, 1721]
publication-dates: (ene 4 y 14) bbox=[117, 1359, 165, 1369]
notice-heading: EDICTO bbox=[523, 623, 559, 634]
notice-body: El día 27-veintisiete de octubre del año 2021-dos mil veintiuno, se admitió a trámite en este Juzgado Segundo de lo Familiar del Tercer Distrito Judicial en el Estado, el juicio sucesorio de intestado a bienes de José Ángel Ortiz Díaz, denunciado ante esta autoridad, bajo el expediente número 1454/2021, ordenándose la publicación de un edicto por una sola vez tanto en el periódico El Porvenir, así como en el Boletín Judicial que se editan en la Entidad, convocándose a los que se crean con derecho a la herencia, acudan a deducirlo ante ésta Autoridad en el término de 30-treinta días a contar desde el siguiente al de la Publicación. DOY FE. San Nicolás de los Garza, Nuevo León, a 06 de diciembre del 2021. bbox=[1046, 574, 1235, 736]
notice-heading: EDICTO bbox=[523, 91, 559, 102]
notice-heading: PUBLICACIÓN NOTARIAL bbox=[83, 327, 199, 338]
bank-row-bbva bbox=[858, 2545, 1207, 2557]
notice-body: En la ciudad de Guadalupe, Nuevo León, el día 9-nueve de diciembre del año 2021-dos mil veintiuno, se admitió a trámite el expediente número 2941/2021 relativo al JUICIO SUCESORIO DE INTESTADO ACUMULADO A BIENES DE ÁNGEL SOLÍS LUNA Y CLEMENCIA MARTÍNEZ DÍAZ Y/O CLEMENCIA MARTÍNEZ DE SOLÍS Y/O CLEMENCIA MARTÍNEZ DE ROBLEDO Y/O CLEMENCIA MARTÍNEZ Y/O CLEMENTINA MARTÍNEZ DE SOLÍS en el que se ordenó la publicación de un edicto por una sola vez tanto en el Boletín Judicial, como en el periódico "El Porvenir" que se edita en la Entidad, convocándose a los que se crean con derecho a la masa hereditaria, a fin de que acudan a deducirlo ante esta autoridad en el término de 30-treinta días contados a partir del siguiente al de la publicación del edicto ordenado. Doy fe. bbox=[447, 368, 635, 560]
newspaper-page bbox=[42, 40, 1240, 1723]
case-story bbox=[840, 2221, 1214, 2475]
notice-signature: LIC. ANGELICA GUADALUPE GARZA VALDÉS NOTARIO PÚBLICO NÚMERO 67 GAVA-740318-CT8 bbox=[52, 540, 230, 572]
legal-notice bbox=[47, 1126, 235, 1369]
publication-dates: (ene 4) bbox=[1126, 777, 1154, 787]
case-paragraph: Únete a esta cadena de corazones generosos y transformemos la vida de Anabel. Si logramos reunir la cantidad de $15,000.00 pesos únicos, ella podría recibir apoyo temporal con los insumos que tanto necesita. Recuerda que tu aportación puede ser parcial o total. bbox=[445, 2059, 810, 2114]
facebook-icon: f bbox=[156, 2212, 162, 2225]
avatar-grandmother-icon: ☺ bbox=[458, 1758, 530, 1843]
notice-signature: LIC. LUIS FERNANDO SANCHEZ MARTINEZ CIUDADANO SECRETARIO ADSCRITO AL JUZGADO SEGUNDO FAMILIAR DEL PRIMER DISTRITO JUDICIAL EN EL ESTADO. bbox=[258, 1370, 424, 1422]
notice-signature: LICENCIADA MIRALDA EXCAMILLA GARZA, JUEZ PRIMERO DE LO FAMILIAR DEL SEGUNDO DISTRITO JUDICIAL EN EL ESTADO. bbox=[1048, 500, 1232, 542]
notice-heading: EDICTO bbox=[922, 91, 958, 102]
notice-signature: LIC. ANGÉLICA GUADALUPE GARZA VALDÉS NOTARIO PÚBLICO NÚMERO 67 GAVA-740318-CT8 bbox=[52, 826, 230, 858]
publication-dates: (ene 4 y 14) bbox=[1116, 1023, 1164, 1033]
publication-dates: (ene 4 y 14) bbox=[117, 571, 165, 582]
phone-line2: 13.40.20.60 bbox=[206, 2122, 281, 2136]
notice-body: Con fecha 13 trece de diciembre del año 2021 dos mil veintiuno, se admitió en este Juzgado Segundo de lo Familiar del Primer Distrito Judicial en el Estado, bajo el número de expediente 1478/2021, relativo al juicio sucesorio de intestado especial a bienes de María Dolores Castro Cano, ordenándose la publicación de un edicto por una sola vez en el periódico El Porvenir que se edita en esta Ciudad, a fin de convocar a todas aquellas personas que se crean con derecho a la herencia para que dentro del término de 10-diez días contados a partir de la publicación del edicto que se ordena comparezcan ante esta autoridad a fin de deducir sus derechos hereditarios.- Doy Fe.- Monterrey, Nuevo León, a 15 de diciembre de 2021. bbox=[846, 368, 1035, 540]
publication-dates: (ene 4 y 14) bbox=[717, 1516, 764, 1526]
publication-dates: (ene 4 y 14) bbox=[1116, 1319, 1164, 1330]
notice-signature: C. SECRETARIO DEL JUZGADO SEGUNDO DE LO FAMILIAR DEL TERCER DISTRITO JUDICIAL DEL ESTADO. LIC. RAÚL GUTIÉRREZ TREVIÑO bbox=[1048, 735, 1233, 778]
legal-notice bbox=[1046, 1046, 1234, 1330]
case-name: Anabel bbox=[535, 1757, 616, 1781]
notice-heading: EDICTO bbox=[922, 1096, 958, 1107]
notice-column-6 bbox=[1041, 87, 1240, 1721]
notice-heading: PUBLICACIÓN NOTARIAL bbox=[83, 879, 199, 890]
email-primary[interactable]: E-mail: caritas@caritas.org.mx bbox=[147, 2147, 339, 2161]
notice-signature: LIC. MARCELA ALEJANDRA RODRÍGUEZ CARDONA. CIUDADANA SECRETARIO ADSCRITA AL JUZGADO SEGUNDO FAMILIAR DEL PRIMER DISTRITO JUDICIAL EN EL ESTADO. bbox=[251, 897, 430, 949]
publication-dates: (ene 4) bbox=[326, 1195, 355, 1206]
legal-notice bbox=[47, 880, 235, 1113]
legal-notice bbox=[247, 972, 435, 1206]
publication-dates: (ene 4) bbox=[926, 1516, 955, 1526]
ad-inner-panel bbox=[55, 1737, 1226, 2556]
social-twitter[interactable] bbox=[153, 2226, 334, 2239]
notice-signature: C. SECRETARIO DEL JUZGADO SEGUNDO DE LO FAMILIAR DEL TERCER DISTRITO JUDICIAL DEL ESTADO. LIC. RAÚL GUTIÉRREZ TREVIÑO bbox=[448, 1289, 634, 1331]
notice-body: El día 01-primero de diciembre del año 2021-dos mil veintiuno, se admitió a trámite en este Juzgado Segundo de lo Familiar del Tercer Distrito Judicial en el Estado, el juicio sucesorio de intestado a bienes de Juan Delgado Moreno, denunciado ante esta autoridad, bajo el expediente número 1668/2021, ordenándose la publicación de un edicto por una sola vez tanto en el periódico El Porvenir, así como en el Boletín Judicial que se editan en la Entidad, convocándose a los que se crean con derecho a la herencia, acudan a deducirlo ante ésta Autoridad en el término de 30-treinta días a contar desde el siguiente al de la Publicación. DOY FE. San Nicolás de los Garza, Nuevo León, a 15 de diciembre del 2021 bbox=[447, 1127, 635, 1289]
tagline-part2: mi única bbox=[266, 1768, 379, 1800]
notice-signature: LICENCIADO RODRIGO RAMON BACA BONIFAZ NOTARIO PÚBLICO TITULAR NÚMERO 24 BABR850307A49 bbox=[1057, 1288, 1224, 1320]
contact-info bbox=[55, 2070, 432, 2189]
publication-dates: (ene 4) bbox=[526, 602, 555, 612]
legal-notice bbox=[247, 92, 435, 457]
notice-heading: EDICTO bbox=[523, 870, 559, 881]
notice-body: En fecha 26 veintiséis de noviembre de 2021 dos mil veintiuno, se admitió a trámite en este Juzgado el expediente número 1267/2021, relativo al juicio sucesorio de intestado a bienes de Gloria Cerezo Angón y/o Gregoria Cerezo Angón y/o Gloria Cerezo de Rivera y Jesús Rivera Navarro y/o Jesús Rivera, en el cual se ordenó la publicación de un edicto por una sola vez en el Boletín Judicial como en el Periódico el Porvenir, que se editan en la capital del Estado, mediante el cual se convoque a todas aquellas personas que se estimen con derecho a la masa hereditaria, a fin de que acudan a deducirlo al local de este juzgado, dentro del término de 30 treinta días contados a partir del siguiente al de la publicación del edicto ordenado.- DOY FE.- San Pedro Garza García, Nuevo León, a 10 de diciembre de 2021. bbox=[647, 574, 834, 756]
publication-dates: (ene 4) bbox=[127, 305, 155, 316]
